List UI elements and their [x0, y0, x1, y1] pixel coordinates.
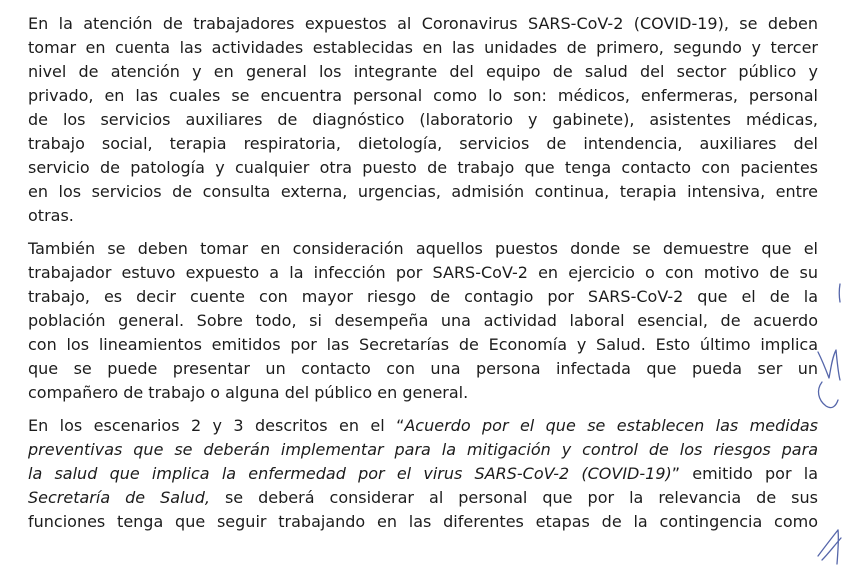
document-page: [28, 12, 818, 543]
text-line: [28, 438, 818, 462]
text-line: nivel de atención y en general los integrante del equipo de salud del sector público y: [28, 62, 818, 81]
agreement-title: la salud que implica la enfermedad por el virus SARS-CoV-2 (COVID-19): [28, 464, 672, 483]
text-line: población general. Sobre todo, si desempeña una actividad laboral esencial, de acuerdo: [28, 311, 818, 330]
text-run: se deberá considerar al personal que por la relevancia de sus: [209, 488, 818, 507]
text-line: En la atención de trabajadores expuestos al Coronavirus SARS-CoV-2 (COVID-19), se deben: [28, 14, 818, 33]
text-line: También se deben tomar en consideración aquellos puestos donde se demuestre que el: [28, 239, 818, 258]
text-line: trabajo, es decir cuente con mayor riesgo de contagio por SARS-CoV-2 que el de la: [28, 287, 818, 306]
text-line: de los servicios auxiliares de diagnóstico (laboratorio y gabinete), asistentes médicas,: [28, 110, 818, 129]
agreement-title: Acuerdo por el que se establecen las medidas: [404, 416, 818, 435]
text-line: en los servicios de consulta externa, urgencias, admisión continua, terapia intensiva, entre: [28, 182, 818, 201]
text-line: compañero de trabajo o alguna del público en general.: [28, 383, 469, 402]
text-line: que se puede presentar un contacto con una persona infectada que pueda ser un: [28, 359, 818, 378]
text-line: trabajo social, terapia respiratoria, dietología, servicios de intendencia, auxiliares del: [28, 134, 818, 153]
text-run: En los escenarios 2 y 3 descritos en el “: [28, 416, 405, 435]
text-run: ” emitido por la: [671, 464, 819, 483]
agreement-title: preventivas que se deberán implementar para la mitigación y control de los riesgos para: [28, 440, 818, 459]
text-line: tomar en cuenta las actividades establecidas en las unidades de primero, segundo y tercer: [28, 38, 818, 57]
text-line: [28, 486, 818, 510]
paragraph-3: [28, 414, 818, 534]
text-line: con los lineamientos emitidos por las Secretarías de Economía y Salud. Esto último implica: [28, 335, 818, 354]
text-line: [28, 414, 818, 438]
text-line: trabajador estuvo expuesto a la infección por SARS-CoV-2 en ejercicio o con motivo de su: [28, 263, 818, 282]
text-line: servicio de patología y cualquier otra puesto de trabajo que tenga contacto con pacientes: [28, 158, 818, 177]
issuer-name: Secretaría de Salud,: [28, 488, 210, 507]
text-line: privado, en las cuales se encuentra personal como lo son: médicos, enfermeras, personal: [28, 86, 818, 105]
text-line: otras.: [28, 206, 74, 225]
margin-initials-mark: [812, 280, 843, 420]
text-line: funciones tenga que seguir trabajando en las diferentes etapas de la contingencia como: [28, 512, 818, 531]
paragraph-2: [28, 237, 818, 405]
margin-initials-mark: [814, 520, 843, 566]
text-line: [28, 462, 818, 486]
paragraph-1: [28, 12, 818, 228]
